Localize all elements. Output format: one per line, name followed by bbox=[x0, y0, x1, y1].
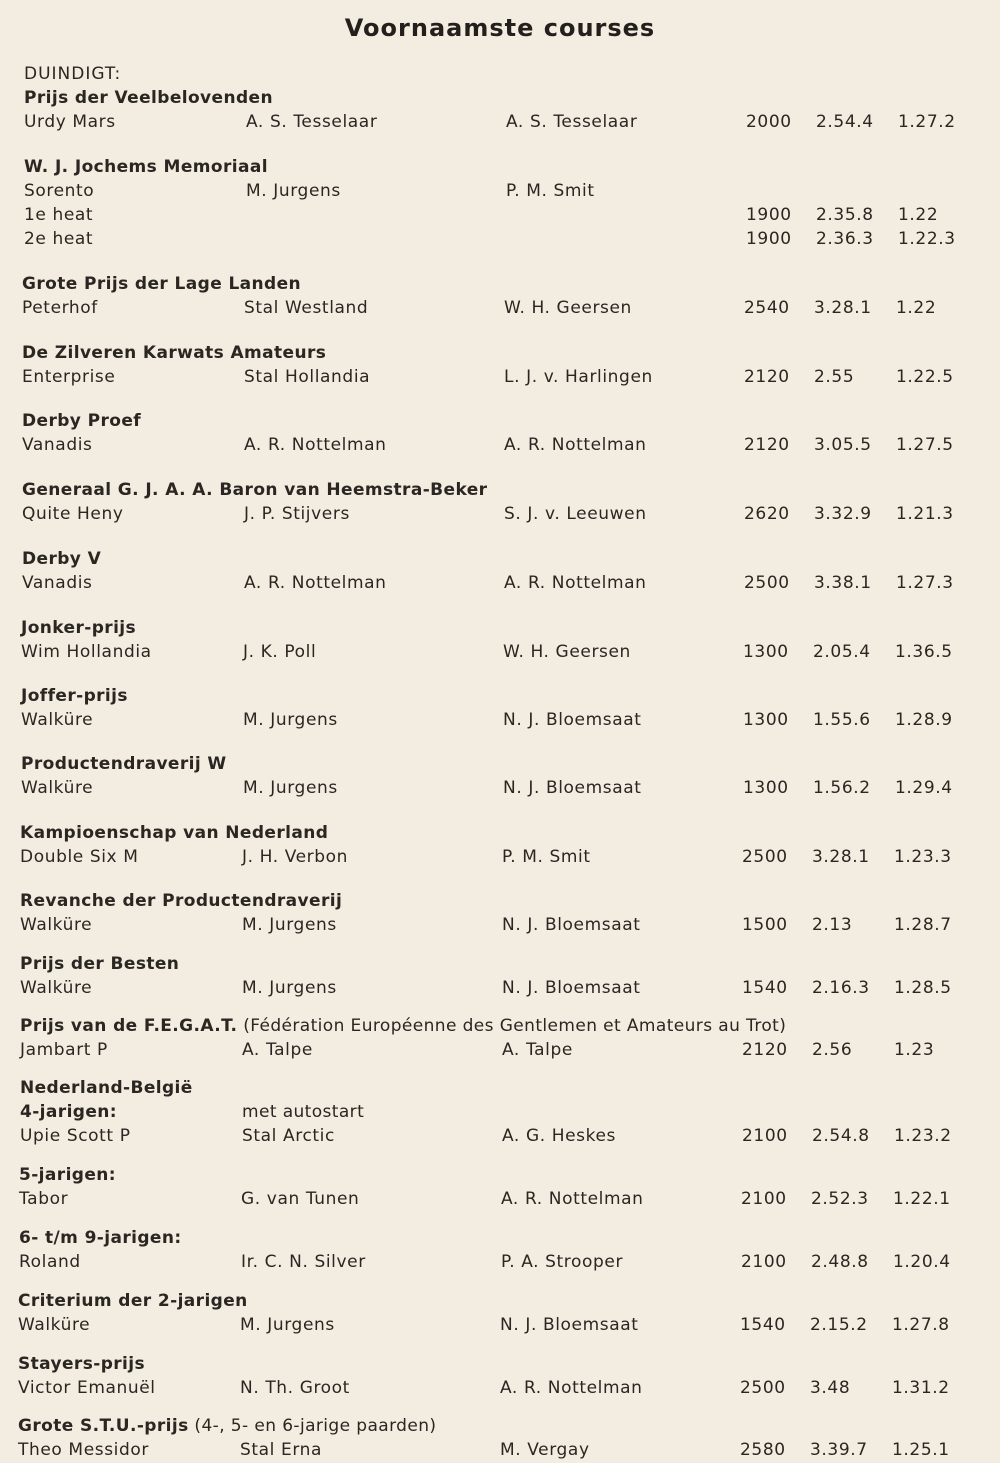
race-name bbox=[20, 952, 980, 976]
race-title: Joffer-prijs bbox=[21, 686, 128, 706]
result-row bbox=[20, 976, 980, 1000]
horse-name: Sorento bbox=[24, 181, 95, 201]
km-time: 1.28.7 bbox=[894, 915, 952, 935]
driver-name: N. J. Bloemsaat bbox=[502, 915, 641, 935]
driver-name: P. A. Strooper bbox=[501, 1252, 624, 1272]
driver-name: S. J. v. Leeuwen bbox=[504, 504, 647, 524]
race-title: 6- t/m 9-jarigen: bbox=[19, 1228, 182, 1248]
driver-name: A. R. Nottelman bbox=[500, 1378, 643, 1398]
driver-name: N. J. Bloemsaat bbox=[503, 778, 642, 798]
race-name bbox=[22, 272, 980, 296]
result-row bbox=[24, 227, 980, 251]
race-name bbox=[19, 1163, 980, 1187]
page-title: Voornaamste courses bbox=[344, 14, 656, 42]
km-time: 1.36.5 bbox=[895, 642, 953, 662]
race-time: 3.38.1 bbox=[814, 573, 872, 593]
result-row bbox=[24, 179, 980, 203]
driver-name: W. H. Geersen bbox=[503, 642, 631, 662]
distance: 1900 bbox=[746, 229, 792, 249]
race-time: 2.52.3 bbox=[811, 1189, 869, 1209]
race-title: Nederland-België bbox=[20, 1078, 193, 1098]
race-title: Grote S.T.U.-prijs bbox=[18, 1416, 189, 1436]
distance: 2100 bbox=[741, 1189, 787, 1209]
distance: 2580 bbox=[740, 1440, 786, 1460]
driver-name: P. M. Smit bbox=[502, 847, 591, 867]
race-time: 2.55 bbox=[814, 367, 855, 387]
result-row bbox=[18, 1376, 980, 1400]
owner-name: M. Jurgens bbox=[242, 915, 337, 935]
race-name bbox=[18, 1414, 980, 1438]
driver-name: A. G. Heskes bbox=[502, 1126, 616, 1146]
driver-name: L. J. v. Harlingen bbox=[504, 367, 653, 387]
race-time: 2.35.8 bbox=[816, 205, 874, 225]
result-row bbox=[18, 1438, 980, 1462]
horse-name: 1e heat bbox=[24, 205, 94, 225]
race-name bbox=[20, 1100, 980, 1124]
result-row bbox=[22, 365, 980, 389]
km-time: 1.27.2 bbox=[898, 112, 956, 132]
owner-name: N. Th. Groot bbox=[240, 1378, 350, 1398]
horse-name: Urdy Mars bbox=[24, 112, 116, 132]
km-time: 1.27.3 bbox=[896, 573, 954, 593]
horse-name: Walküre bbox=[20, 915, 93, 935]
km-time: 1.22 bbox=[898, 205, 939, 225]
race-time: 2.15.2 bbox=[810, 1315, 868, 1335]
distance: 2500 bbox=[740, 1378, 786, 1398]
horse-name: Vanadis bbox=[22, 435, 93, 455]
distance: 1540 bbox=[740, 1315, 786, 1335]
driver-name: A. R. Nottelman bbox=[504, 435, 647, 455]
km-time: 1.23.3 bbox=[894, 847, 952, 867]
race-title: Productendraverij W bbox=[21, 754, 227, 774]
horse-name: Quite Heny bbox=[22, 504, 124, 524]
race-time: 2.36.3 bbox=[816, 229, 874, 249]
distance: 1300 bbox=[743, 710, 789, 730]
owner-name: G. van Tunen bbox=[241, 1189, 360, 1209]
km-time: 1.23 bbox=[894, 1040, 935, 1060]
race-time: 1.55.6 bbox=[813, 710, 871, 730]
distance: 2620 bbox=[744, 504, 790, 524]
race-time: 3.39.7 bbox=[810, 1440, 868, 1460]
race-name bbox=[24, 86, 980, 110]
result-row bbox=[21, 708, 980, 732]
race-time: 3.28.1 bbox=[812, 847, 870, 867]
driver-name: N. J. Bloemsaat bbox=[500, 1315, 639, 1335]
horse-name: Walküre bbox=[21, 778, 94, 798]
result-row bbox=[22, 571, 980, 595]
distance: 1300 bbox=[743, 642, 789, 662]
race-title: De Zilveren Karwats Amateurs bbox=[22, 343, 327, 363]
race-time: 3.32.9 bbox=[814, 504, 872, 524]
result-row bbox=[22, 433, 980, 457]
race-name bbox=[22, 478, 980, 502]
horse-name: Peterhof bbox=[22, 298, 98, 318]
horse-name: Upie Scott P bbox=[20, 1126, 131, 1146]
result-row bbox=[20, 1124, 980, 1148]
distance: 2500 bbox=[742, 847, 788, 867]
distance: 1900 bbox=[746, 205, 792, 225]
owner-name: Stal Arctic bbox=[242, 1126, 335, 1146]
km-time: 1.22 bbox=[896, 298, 937, 318]
race-title: Kampioenschap van Nederland bbox=[20, 823, 329, 843]
owner-name: Stal Hollandia bbox=[244, 367, 371, 387]
race-subnote: met autostart bbox=[242, 1102, 365, 1122]
horse-name: Double Six M bbox=[20, 847, 139, 867]
owner-name: A. R. Nottelman bbox=[244, 573, 387, 593]
venue-label: DUINDIGT: bbox=[24, 64, 122, 84]
km-time: 1.22.3 bbox=[898, 229, 956, 249]
distance: 1500 bbox=[742, 915, 788, 935]
horse-name: Theo Messidor bbox=[18, 1440, 149, 1460]
result-row bbox=[21, 640, 980, 664]
race-title: Derby V bbox=[22, 549, 102, 569]
race-time: 1.56.2 bbox=[813, 778, 871, 798]
race-time: 3.48 bbox=[810, 1378, 851, 1398]
km-time: 1.22.1 bbox=[893, 1189, 951, 1209]
horse-name: Wim Hollandia bbox=[21, 642, 152, 662]
distance: 2100 bbox=[741, 1252, 787, 1272]
horse-name: Victor Emanuël bbox=[18, 1378, 156, 1398]
race-time: 3.28.1 bbox=[814, 298, 872, 318]
race-note: (4-, 5- en 6-jarige paarden) bbox=[188, 1416, 437, 1436]
driver-name: A. R. Nottelman bbox=[504, 573, 647, 593]
result-row bbox=[18, 1313, 980, 1337]
result-row bbox=[20, 1038, 980, 1062]
driver-name: A. R. Nottelman bbox=[501, 1189, 644, 1209]
race-name bbox=[21, 616, 980, 640]
result-row bbox=[24, 110, 980, 134]
race-time: 2.54.4 bbox=[816, 112, 874, 132]
driver-name: M. Vergay bbox=[500, 1440, 590, 1460]
km-time: 1.31.2 bbox=[892, 1378, 950, 1398]
distance: 2100 bbox=[742, 1126, 788, 1146]
owner-name: A. R. Nottelman bbox=[244, 435, 387, 455]
race-title: Grote Prijs der Lage Landen bbox=[22, 274, 302, 294]
race-name bbox=[19, 1226, 980, 1250]
distance: 2120 bbox=[744, 367, 790, 387]
driver-name: N. J. Bloemsaat bbox=[502, 978, 641, 998]
race-name bbox=[20, 1076, 980, 1100]
race-name bbox=[22, 409, 980, 433]
driver-name: A. Talpe bbox=[502, 1040, 573, 1060]
race-title: Generaal G. J. A. A. Baron van Heemstra-Beker bbox=[22, 480, 488, 500]
owner-name: A. Talpe bbox=[242, 1040, 313, 1060]
owner-name: M. Jurgens bbox=[240, 1315, 335, 1335]
race-name bbox=[22, 547, 980, 571]
km-time: 1.21.3 bbox=[896, 504, 954, 524]
owner-name: J. P. Stijvers bbox=[244, 504, 350, 524]
driver-name: W. H. Geersen bbox=[504, 298, 632, 318]
race-title: Prijs der Veelbelovenden bbox=[24, 88, 273, 108]
race-name bbox=[22, 341, 980, 365]
horse-name: Walküre bbox=[20, 978, 93, 998]
owner-name: Ir. C. N. Silver bbox=[241, 1252, 366, 1272]
distance: 2120 bbox=[744, 435, 790, 455]
km-time: 1.27.8 bbox=[892, 1315, 950, 1335]
race-time: 2.48.8 bbox=[811, 1252, 869, 1272]
distance: 1540 bbox=[742, 978, 788, 998]
driver-name: N. J. Bloemsaat bbox=[503, 710, 642, 730]
distance: 2500 bbox=[744, 573, 790, 593]
result-row bbox=[20, 913, 980, 937]
race-name bbox=[24, 155, 980, 179]
result-row bbox=[19, 1187, 980, 1211]
horse-name: Jambart P bbox=[20, 1040, 108, 1060]
horse-name: 2e heat bbox=[24, 229, 94, 249]
race-title: Prijs van de F.E.G.A.T. bbox=[20, 1016, 238, 1036]
race-note: (Fédération Européenne des Gentlemen et Amateurs au Trot) bbox=[237, 1016, 787, 1036]
km-time: 1.28.9 bbox=[895, 710, 953, 730]
km-time: 1.28.5 bbox=[894, 978, 952, 998]
result-row bbox=[22, 296, 980, 320]
race-name bbox=[18, 1289, 980, 1313]
race-time: 2.54.8 bbox=[812, 1126, 870, 1146]
km-time: 1.23.2 bbox=[894, 1126, 952, 1146]
owner-name: M. Jurgens bbox=[243, 710, 338, 730]
result-row bbox=[21, 776, 980, 800]
horse-name: Walküre bbox=[21, 710, 94, 730]
race-title: Revanche der Productendraverij bbox=[20, 891, 343, 911]
horse-name: Walküre bbox=[18, 1315, 91, 1335]
race-title: 5-jarigen: bbox=[19, 1165, 116, 1185]
km-time: 1.20.4 bbox=[893, 1252, 951, 1272]
race-title: Prijs der Besten bbox=[20, 954, 180, 974]
owner-name: M. Jurgens bbox=[242, 978, 337, 998]
km-time: 1.29.4 bbox=[895, 778, 953, 798]
horse-name: Enterprise bbox=[22, 367, 116, 387]
race-name bbox=[20, 821, 980, 845]
race-name bbox=[21, 752, 980, 776]
owner-name: J. K. Poll bbox=[243, 642, 317, 662]
distance: 2120 bbox=[742, 1040, 788, 1060]
race-title: Derby Proef bbox=[22, 411, 142, 431]
race-title: Jonker-prijs bbox=[21, 618, 137, 638]
owner-name: J. H. Verbon bbox=[242, 847, 349, 867]
race-name bbox=[20, 1014, 980, 1038]
result-row bbox=[19, 1250, 980, 1274]
result-row bbox=[24, 203, 980, 227]
owner-name: Stal Westland bbox=[244, 298, 369, 318]
result-row bbox=[20, 845, 980, 869]
km-time: 1.25.1 bbox=[892, 1440, 950, 1460]
distance: 2540 bbox=[744, 298, 790, 318]
race-time: 2.16.3 bbox=[812, 978, 870, 998]
km-time: 1.22.5 bbox=[896, 367, 954, 387]
horse-name: Roland bbox=[19, 1252, 81, 1272]
driver-name: A. S. Tesselaar bbox=[506, 112, 638, 132]
distance: 1300 bbox=[743, 778, 789, 798]
owner-name: A. S. Tesselaar bbox=[246, 112, 378, 132]
race-time: 2.56 bbox=[812, 1040, 853, 1060]
result-row bbox=[22, 502, 980, 526]
horse-name: Vanadis bbox=[22, 573, 93, 593]
race-time: 3.05.5 bbox=[814, 435, 872, 455]
race-time: 2.05.4 bbox=[813, 642, 871, 662]
km-time: 1.27.5 bbox=[896, 435, 954, 455]
race-title: 4-jarigen: bbox=[20, 1102, 117, 1122]
driver-name: P. M. Smit bbox=[506, 181, 595, 201]
owner-name: M. Jurgens bbox=[246, 181, 341, 201]
race-name bbox=[21, 684, 980, 708]
distance: 2000 bbox=[746, 112, 792, 132]
owner-name: M. Jurgens bbox=[243, 778, 338, 798]
race-name bbox=[18, 1352, 980, 1376]
race-title: Stayers-prijs bbox=[18, 1354, 146, 1374]
race-title: Criterium der 2-jarigen bbox=[18, 1291, 248, 1311]
horse-name: Tabor bbox=[19, 1189, 69, 1209]
race-title: W. J. Jochems Memoriaal bbox=[24, 157, 268, 177]
race-name bbox=[20, 889, 980, 913]
owner-name: Stal Erna bbox=[240, 1440, 323, 1460]
race-time: 2.13 bbox=[812, 915, 853, 935]
